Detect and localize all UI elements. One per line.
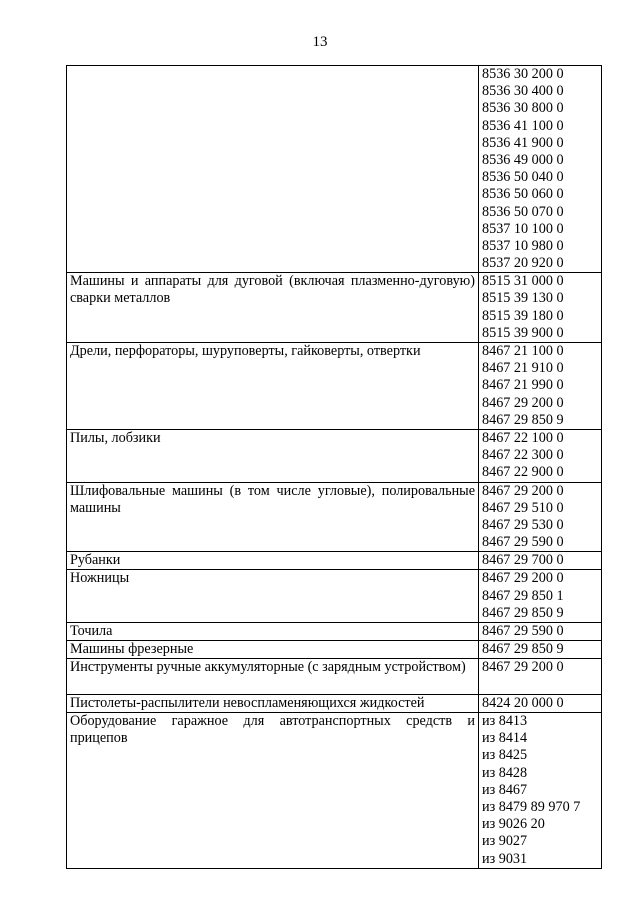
table-row	[67, 429, 602, 482]
tn-ved-code: 8467 29 850 9	[482, 604, 564, 621]
product-description: Оборудование гаражное для автотранспортных средств и прицепов	[67, 713, 479, 869]
tn-ved-code: 8467 29 590 0	[482, 534, 564, 551]
table-body	[67, 66, 602, 869]
tn-ved-code: 8467 21 910 0	[482, 360, 564, 377]
tn-ved-codes	[479, 429, 602, 482]
tn-ved-code: 8467 21 100 0	[482, 343, 564, 359]
table-row	[67, 713, 602, 869]
product-description: Пилы, лобзики	[67, 429, 479, 482]
tn-ved-code: из 9031	[482, 850, 528, 867]
tn-ved-code: 8536 30 400 0	[482, 83, 564, 100]
tn-ved-code: 8536 41 100 0	[482, 117, 564, 134]
table-row	[67, 694, 602, 712]
tn-ved-code: из 8479 89 970 7	[482, 798, 581, 815]
product-description: Пистолеты-распылители невоспламеняющихся жидкостей	[67, 694, 479, 712]
tn-ved-codes	[479, 273, 602, 343]
page-number: 13	[312, 34, 328, 50]
tn-ved-codes	[479, 552, 602, 570]
table-row	[67, 343, 602, 430]
tn-ved-code: 8536 50 060 0	[482, 186, 564, 203]
tn-ved-code: 8424 20 000 0	[482, 694, 564, 711]
tn-ved-code: 8467 21 990 0	[482, 377, 564, 394]
table-row	[67, 570, 602, 623]
commodity-codes-table	[66, 65, 602, 869]
tn-ved-code: 8515 39 130 0	[482, 290, 564, 307]
tn-ved-code: 8467 29 200 0	[482, 482, 564, 499]
tn-ved-codes	[479, 694, 602, 712]
tn-ved-codes	[479, 659, 602, 694]
tn-ved-code: 8467 22 100 0	[482, 429, 564, 446]
table-row	[67, 66, 602, 273]
tn-ved-code: 8536 50 070 0	[482, 203, 564, 220]
tn-ved-code: 8536 30 200 0	[482, 66, 564, 82]
tn-ved-code: из 8467	[482, 781, 528, 798]
tn-ved-code: 8467 29 590 0	[482, 623, 564, 640]
product-description	[67, 66, 479, 273]
product-description: Ножницы	[67, 570, 479, 623]
tn-ved-code: 8537 20 920 0	[482, 255, 564, 272]
tn-ved-codes	[479, 713, 602, 869]
tn-ved-code: 8467 29 850 9	[482, 411, 564, 428]
table-row	[67, 641, 602, 659]
tn-ved-code: 8467 29 200 0	[482, 394, 564, 411]
tn-ved-code: 8467 29 850 1	[482, 587, 564, 604]
tn-ved-codes	[479, 482, 602, 552]
tn-ved-code: 8536 41 900 0	[482, 134, 564, 151]
table-row	[67, 623, 602, 641]
product-description: Дрели, перфораторы, шуруповерты, гайковерты, отвертки	[67, 343, 479, 430]
tn-ved-codes	[479, 570, 602, 623]
tn-ved-code: 8467 29 200 0	[482, 570, 564, 587]
table-row	[67, 482, 602, 552]
tn-ved-code: из 9026 20	[482, 816, 545, 833]
product-description: Машины фрезерные	[67, 641, 479, 659]
tn-ved-code: 8537 10 980 0	[482, 237, 564, 254]
tn-ved-code: 8515 39 900 0	[482, 324, 564, 341]
tn-ved-code: 8467 22 300 0	[482, 447, 564, 464]
table-row	[67, 273, 602, 343]
tn-ved-code: 8536 30 800 0	[482, 100, 564, 117]
tn-ved-code: 8537 10 100 0	[482, 220, 564, 237]
table-row	[67, 659, 602, 694]
product-description: Шлифовальные машины (в том числе угловые), полировальные машины	[67, 482, 479, 552]
tn-ved-codes	[479, 66, 602, 273]
tn-ved-code: 8536 50 040 0	[482, 169, 564, 186]
product-description: Точила	[67, 623, 479, 641]
tn-ved-code: из 8413	[482, 713, 528, 729]
empty-line	[482, 677, 598, 694]
product-description: Инструменты ручные аккумуляторные (с зарядным устройством)	[67, 659, 479, 694]
tn-ved-code: 8467 29 510 0	[482, 499, 564, 516]
tn-ved-codes	[479, 343, 602, 430]
product-description: Машины и аппараты для дуговой (включая плазменно-дуговую) сварки металлов	[67, 273, 479, 343]
tn-ved-code: 8515 31 000 0	[482, 273, 564, 290]
tn-ved-codes	[479, 641, 602, 659]
tn-ved-code: 8467 29 700 0	[482, 552, 564, 569]
tn-ved-code: 8467 29 200 0	[482, 659, 564, 676]
product-description: Рубанки	[67, 552, 479, 570]
tn-ved-code: 8467 29 530 0	[482, 516, 564, 533]
table-row	[67, 552, 602, 570]
tn-ved-code: из 8428	[482, 764, 528, 781]
tn-ved-code: из 8425	[482, 747, 528, 764]
tn-ved-code: 8467 29 850 9	[482, 641, 564, 658]
tn-ved-code: из 8414	[482, 730, 528, 747]
tn-ved-code: 8467 22 900 0	[482, 464, 564, 481]
tn-ved-code: 8536 49 000 0	[482, 151, 564, 168]
tn-ved-code: 8515 39 180 0	[482, 307, 564, 324]
tn-ved-code: из 9027	[482, 833, 528, 850]
tn-ved-codes	[479, 623, 602, 641]
